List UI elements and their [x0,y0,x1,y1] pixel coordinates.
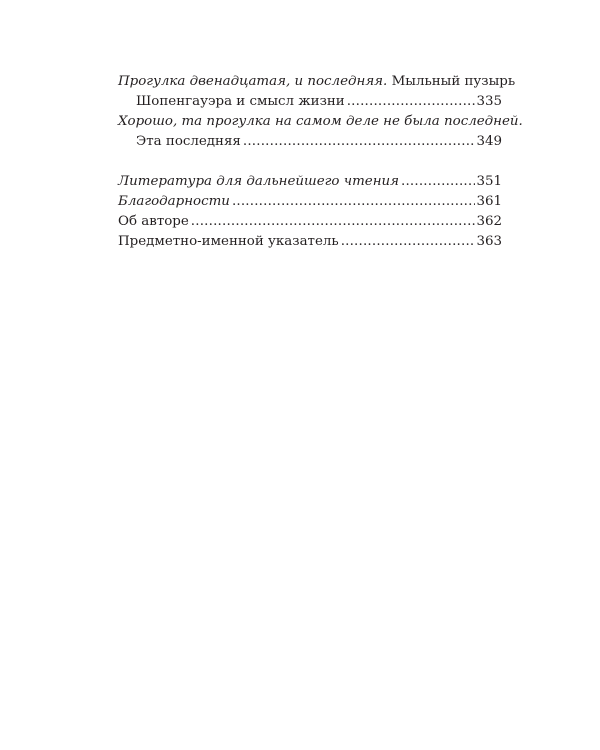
toc-entry-about-author[interactable] [118,212,502,232]
toc-entry-continuation: Эта последняя [136,134,241,149]
dot-leader [347,92,476,112]
table-of-contents [118,72,523,252]
toc-entry-title-italic: Благодарности [118,194,230,209]
toc-entry-title-line [118,112,523,132]
toc-entry-further-reading[interactable] [118,172,502,192]
dot-leader [401,172,475,192]
toc-entry-title-regular: Мыльный пузырь [387,74,516,89]
toc-page-number: 362 [476,214,502,229]
toc-entry-title-italic: Прогулка двенадцатая, и последняя. [118,74,388,89]
dot-leader [341,232,476,252]
toc-page-number: 351 [476,174,502,189]
dot-leader [232,192,476,212]
toc-entry-not-last-walk[interactable] [118,112,523,152]
dot-leader [243,132,476,152]
toc-entry-title: Предметно-именной указатель [118,234,339,249]
toc-entry-title: Об авторе [118,214,189,229]
toc-entry-title-italic: Литература для дальнейшего чтения [118,174,400,189]
toc-entry-continuation-line [118,132,502,152]
toc-entry-title-line [118,72,516,92]
dot-leader [191,212,476,232]
toc-entry-index[interactable] [118,232,502,252]
toc-page-number: 349 [476,134,502,149]
toc-section-gap [118,152,502,172]
toc-entry-continuation-line [118,92,502,112]
toc-entry-continuation: Шопенгауэра и смысл жизни [136,94,345,109]
toc-page-number: 361 [476,194,502,209]
toc-page-number: 363 [476,234,502,249]
toc-entry-acknowledgements[interactable] [118,192,502,212]
toc-entry-walk-twelve[interactable] [118,72,516,112]
toc-entry-title-italic: Хорошо, та прогулка на самом деле не была последней. [118,114,523,129]
toc-page-number: 335 [476,94,502,109]
